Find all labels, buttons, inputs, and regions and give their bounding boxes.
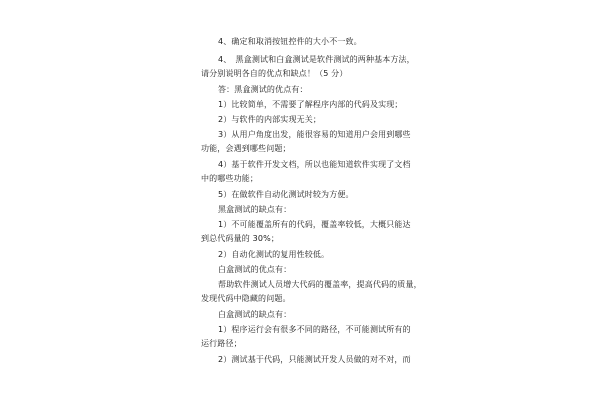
text-line: 2）自动化测试的复用性较低。 [218,250,330,259]
text-line: 答：黑盒测试的优点有： [218,85,308,94]
text-line: 4、确定和取消按钮控件的大小不一致。 [218,37,362,46]
text-line: 4、 黑盒测试和白盒测试是软件测试的两种基本方法， [218,55,415,64]
text-line: 1）比较简单，不需要了解程序内部的代码及实现； [218,100,403,109]
text-line: 帮助软件测试人员增大代码的覆盖率，提高代码的质量， [218,280,422,289]
text-line: 1）不可能覆盖所有的代码，覆盖率较低，大概只能达 [218,220,411,229]
text-line: 运行路径； [201,339,242,348]
text-line: 4）基于软件开发文档，所以也能知道软件实现了文档 [218,160,411,169]
text-line: 2）与软件的内部实现无关； [218,115,322,124]
text-line: 白盒测试的优点有： [218,265,292,274]
text-line: 2）测试基于代码，只能测试开发人员做的对不对，而 [218,355,411,364]
text-line: 白盒测试的缺点有： [218,310,292,319]
text-line: 5）在做软件自动化测试时较为方便。 [218,190,354,199]
text-line: 到总代码量的 30%； [201,234,279,243]
text-line: 黑盒测试的缺点有： [218,205,292,214]
text-line: 发现代码中隐藏的问题。 [201,294,291,303]
text-line: 中的哪些功能； [201,174,259,183]
text-line: 请分别说明各自的优点和缺点！（5 分） [201,69,348,78]
text-line: 1）程序运行会有很多不同的路径，不可能测试所有的 [218,325,411,334]
text-line: 3）从用户角度出发，能很容易的知道用户会用到哪些 [218,130,411,139]
text-line: 功能，会遇到哪些问题； [201,144,291,153]
